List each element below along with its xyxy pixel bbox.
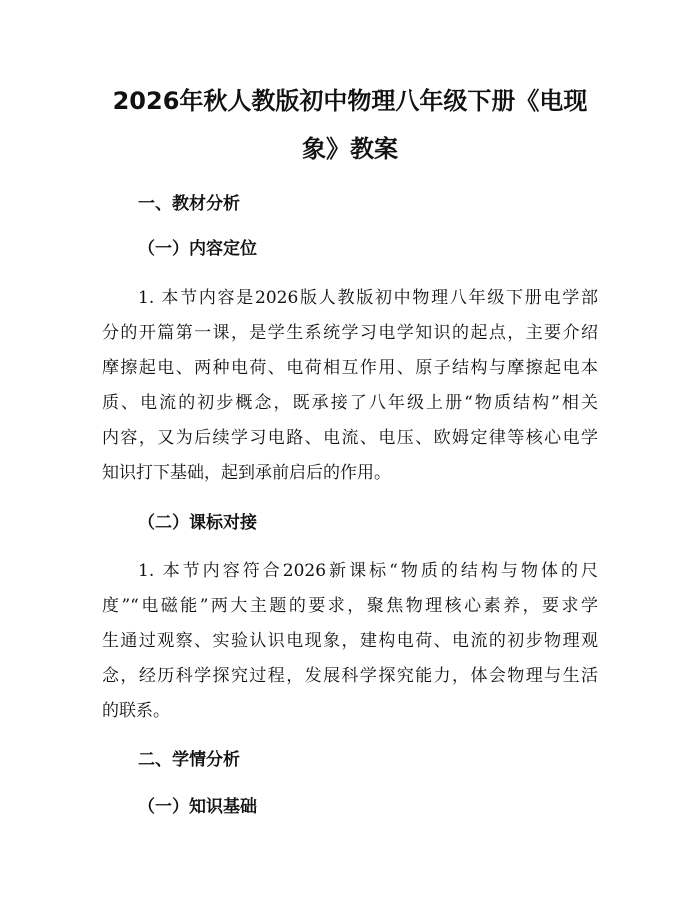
paragraph-line: 摩擦起电、两种电荷、电荷相互作用、原子结构与摩擦起电本 — [102, 358, 598, 378]
document-title-line-1: 2026年秋人教版初中物理八年级下册《电现 — [112, 87, 588, 115]
paragraph-line: 内容，又为后续学习电路、电流、电压、欧姆定律等核心电学 — [102, 428, 598, 448]
paragraph-line: 生通过观察、实验认识电现象，建构电荷、电流的初步物理观 — [102, 631, 598, 651]
subsection-heading-curriculum-alignment: （二）课标对接 — [138, 513, 257, 533]
subsection-heading-content-positioning: （一）内容定位 — [138, 239, 257, 259]
paragraph-line: 1. 本节内容符合2026新课标“物质的结构与物体的尺 — [138, 561, 598, 581]
paragraph-line: 度”“电磁能”两大主题的要求，聚焦物理核心素养，要求学 — [102, 596, 598, 616]
paragraph-line: 1. 本节内容是2026版人教版初中物理八年级下册电学部 — [138, 288, 598, 308]
paragraph-line: 的联系。 — [102, 701, 170, 721]
document-title-line-2: 象》教案 — [302, 135, 398, 163]
section-heading-student-analysis: 二、学情分析 — [138, 750, 240, 770]
subsection-heading-knowledge-basis: （一）知识基础 — [138, 797, 257, 817]
paragraph-line: 念，经历科学探究过程，发展科学探究能力，体会物理与生活 — [102, 666, 598, 686]
section-heading-textbook-analysis: 一、教材分析 — [138, 194, 240, 214]
paragraph-line: 质、电流的初步概念，既承接了八年级上册“物质结构”相关 — [102, 393, 598, 413]
paragraph-line: 知识打下基础，起到承前启后的作用。 — [102, 463, 391, 483]
paragraph-line: 分的开篇第一课，是学生系统学习电学知识的起点，主要介绍 — [102, 323, 598, 343]
